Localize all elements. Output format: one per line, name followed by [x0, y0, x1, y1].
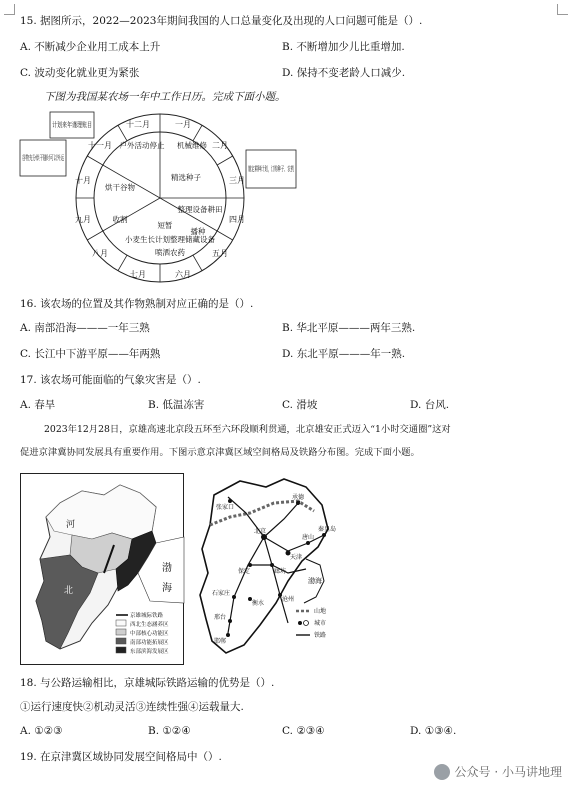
question-17-option-c[interactable]: C. 滑坡 — [282, 399, 318, 411]
intro-farm-calendar: 下图为我国某农场一年中工作日历。完成下面小题。 — [44, 91, 286, 103]
city-label: 石家庄 — [212, 590, 231, 597]
activity-label: 整理设备耕田 — [177, 205, 223, 214]
month-label: 十二月 — [126, 120, 150, 129]
question-17-option-a[interactable]: A. 春旱 — [20, 399, 56, 411]
map-label-he: 河 — [66, 520, 76, 530]
question-15-option-d[interactable]: D. 保持不变老龄人口减少. — [282, 67, 406, 79]
month-label: 二月 — [212, 141, 228, 150]
activity-label: 喷洒农药 — [155, 248, 185, 257]
month-label: 七月 — [130, 270, 146, 279]
legend-label: 京雄城际铁路 — [130, 613, 164, 619]
corner-mark-top-right — [557, 4, 568, 15]
question-17-option-b[interactable]: B. 低温冻害 — [148, 399, 205, 411]
legend-label: 东部滨海发展区 — [130, 649, 169, 655]
question-16-option-b[interactable]: B. 华北平原———两年三熟. — [282, 322, 416, 334]
question-18-option-a[interactable]: A. ①②③ — [20, 725, 63, 737]
question-16-option-d[interactable]: D. 东北平原———年一熟. — [282, 348, 406, 360]
city-label: 沧州 — [282, 596, 295, 603]
month-label: 十一月 — [88, 141, 112, 150]
city-label: 廊坊 — [274, 568, 287, 575]
month-label: 五月 — [212, 249, 228, 258]
railway-network-map — [188, 473, 354, 665]
question-16-option-a[interactable]: A. 南部沿海———一年三熟 — [20, 322, 150, 334]
activity-label: 户外活动停止 — [119, 141, 165, 150]
activity-label: 小麦生长计划整理储藏设备 — [125, 235, 215, 244]
question-18-option-b[interactable]: B. ①②④ — [148, 725, 191, 737]
activity-label: 精选种子 — [171, 173, 201, 182]
wechat-icon — [434, 764, 450, 780]
legend-label: 中部核心功能区 — [130, 631, 169, 637]
farm-calendar-figure — [20, 110, 346, 285]
legend-label: 西北生态涵养区 — [130, 622, 169, 628]
map-label-bei: 北 — [64, 586, 74, 596]
question-19-stem: 19. 在京津冀区域协同发展空间格局中（）. — [20, 751, 222, 763]
legend-label: 城市 — [314, 620, 327, 627]
question-16-option-c[interactable]: C. 长江中下游平原——年两熟 — [20, 348, 161, 360]
question-16-stem: 16. 该农场的位置及其作物熟制对应正确的是（）. — [20, 298, 254, 310]
side-note-grain-drying — [22, 153, 64, 162]
question-17-stem: 17. 该农场可能面临的气象灾害是（）. — [20, 374, 201, 386]
corner-mark-top-left — [4, 4, 15, 15]
watermark — [434, 763, 562, 780]
railway-legend — [296, 607, 326, 639]
legend-label: 铁路 — [314, 632, 327, 639]
sea-label: 渤海 — [308, 577, 322, 585]
city-label: 衡水 — [252, 600, 265, 607]
city-label: 秦皇岛 — [318, 526, 337, 533]
month-label: 三月 — [229, 176, 245, 185]
city-label: 天津 — [290, 554, 303, 561]
question-15-option-c[interactable]: C. 波动变化就业更为紧张 — [20, 67, 140, 79]
legend-label: 南部功能拓展区 — [130, 640, 169, 646]
question-15-option-b[interactable]: B. 不断增加少儿比重增加. — [282, 41, 405, 53]
city-label: 张家口 — [216, 504, 235, 511]
city-label: 承德 — [292, 494, 305, 501]
question-18-statements: ①运行速度快②机动灵活③连续性强④运载量大. — [20, 701, 244, 713]
map-label-hai: 海 — [162, 583, 172, 594]
question-18-option-d[interactable]: D. ①③④. — [410, 725, 457, 737]
month-label: 四月 — [229, 215, 245, 224]
activity-label: 机械维修 — [177, 141, 207, 150]
intro-jingjinji-line-1: 2023年12月28日，京雄高速北京段五环至六环段顺利贯通，北京雄安正式迈入“1小时交通圈”这对 — [44, 424, 451, 435]
question-18-stem: 18. 与公路运输相比，京雄城际铁路运输的优势是（）. — [20, 677, 275, 689]
intro-jingjinji-line-2: 促进京津冀协同发展具有重要作用。下图示意京津冀区域空间格局及铁路分布图。完成下面小题。 — [20, 447, 420, 458]
side-note-accounting: 计划来年谨理账目 — [52, 121, 108, 129]
activity-label: 烘干谷物 — [105, 183, 135, 192]
city-label: 邢台 — [214, 614, 227, 621]
activity-label: 短暂 — [157, 221, 173, 230]
month-label: 八月 — [92, 249, 108, 258]
month-label: 九月 — [75, 215, 91, 224]
question-17-option-d[interactable]: D. 台风. — [410, 399, 450, 411]
legend-label: 山地 — [314, 608, 327, 615]
city-label: 保定 — [238, 568, 251, 575]
question-15-option-a[interactable]: A. 不断减少企业用工成本上升 — [20, 41, 161, 53]
side-note-planting-plan: 制定耕种计划，订购种子、农药 — [248, 165, 346, 173]
map-label-bo: 渤 — [162, 563, 172, 574]
question-18-option-c[interactable]: C. ②③④ — [282, 725, 325, 737]
month-label: 十月 — [75, 176, 91, 185]
city-label: 唐山 — [302, 534, 315, 541]
watermark-text: 公众号 · 小马讲地理 — [454, 765, 562, 779]
month-label: 六月 — [175, 270, 191, 279]
activity-label: 收割 — [112, 215, 128, 224]
city-label: 北京 — [254, 528, 267, 535]
regional-zones-map — [20, 473, 184, 665]
activity-label: 播种 — [190, 227, 206, 236]
question-15-stem: 15. 据图所示，2022—2023年期间我国的人口总量变化及出现的人口问题可能是（）. — [20, 15, 423, 27]
city-label: 邯郸 — [214, 638, 227, 645]
month-label: 一月 — [175, 120, 191, 129]
